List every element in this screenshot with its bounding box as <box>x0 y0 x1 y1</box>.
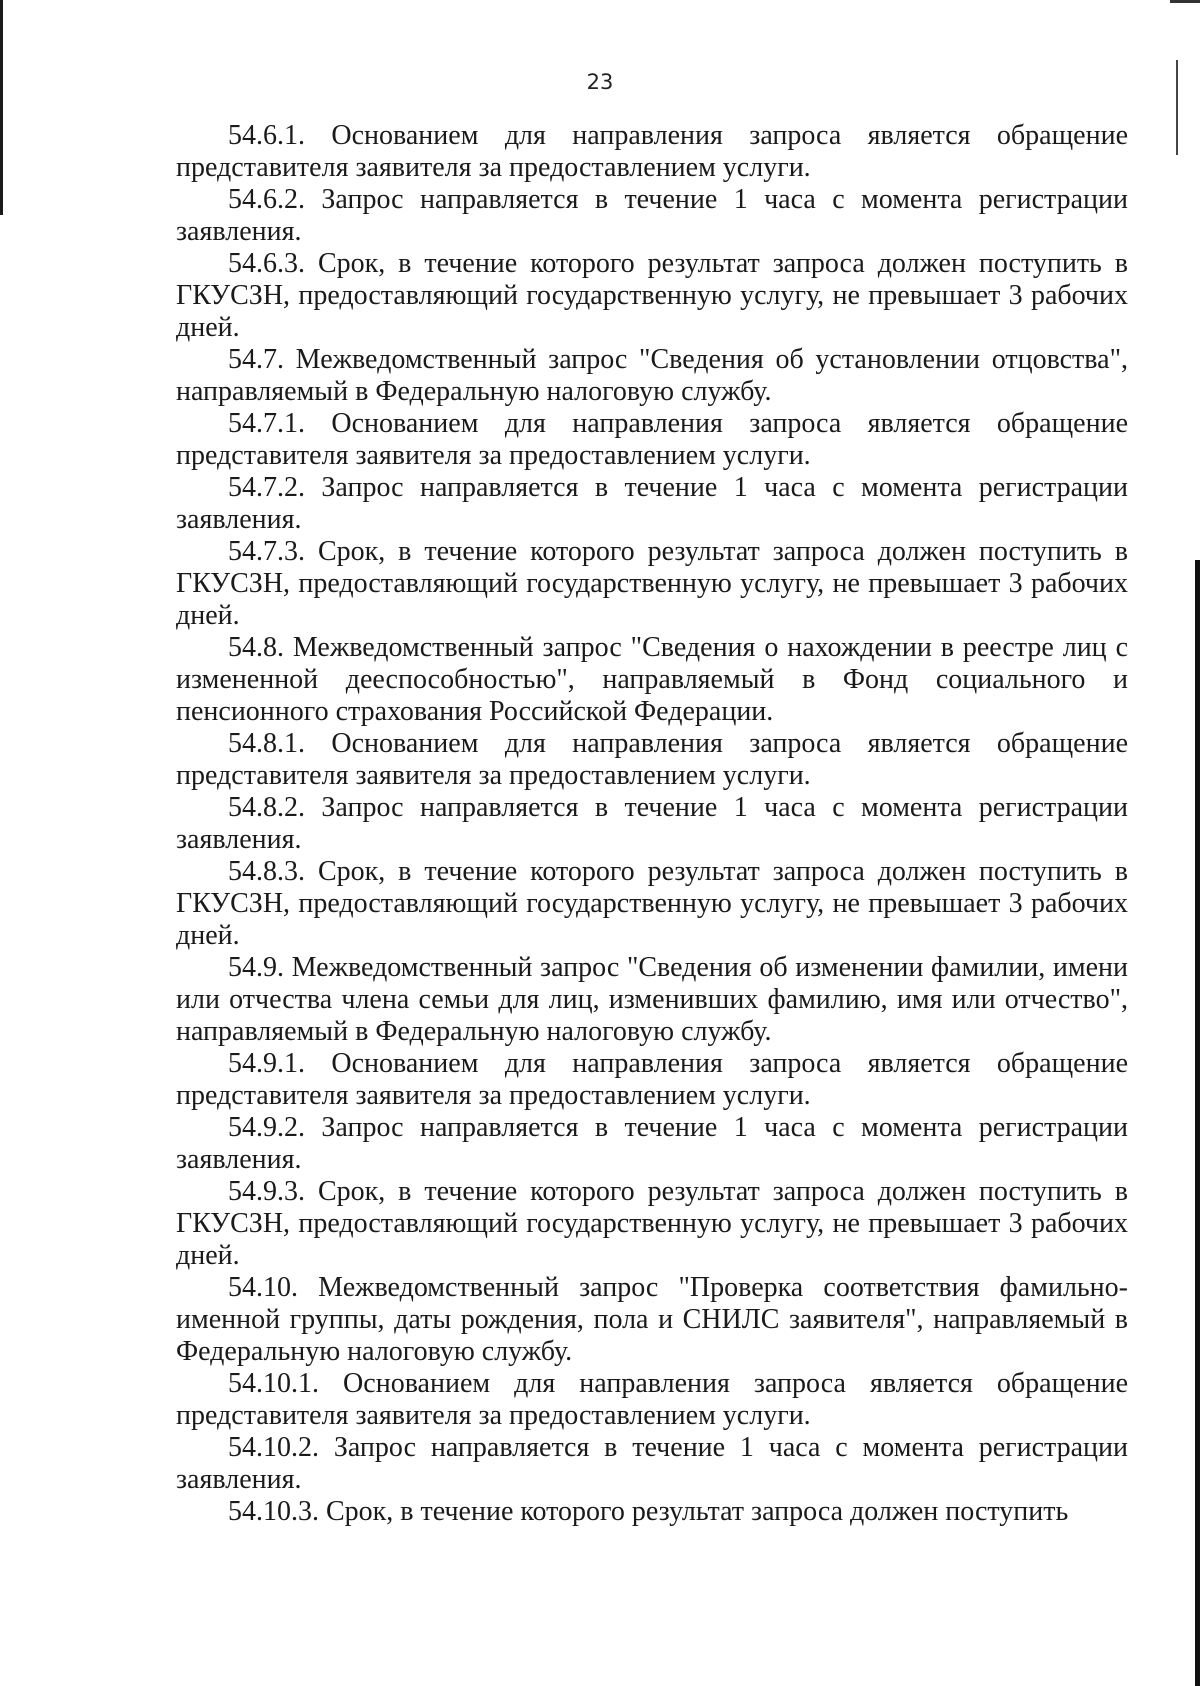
paragraph-54-7-1: 54.7.1. Основанием для направления запроса является обращение представителя заявителя за предоставлением услуги. <box>176 408 1128 471</box>
paragraph-54-7: 54.7. Межведомственный запрос "Сведения об установлении отцовства", направляемый в Федеральную налоговую службу. <box>176 344 1128 407</box>
paragraph-54-8-2: 54.8.2. Запрос направляется в течение 1 часа с момента регистрации заявления. <box>176 792 1128 855</box>
paragraph-54-10-1: 54.10.1. Основанием для направления запроса является обращение представителя заявителя за предоставлением услуги. <box>176 1368 1128 1431</box>
paragraph-54-7-2: 54.7.2. Запрос направляется в течение 1 часа с момента регистрации заявления. <box>176 472 1128 535</box>
paragraph-54-9: 54.9. Межведомственный запрос "Сведения об изменении фамилии, имени или отчества члена семьи для лиц, изменивших фамилию, имя или отчество", направляемый в Федеральную налоговую службу. <box>176 952 1128 1047</box>
paragraph-54-9-3: 54.9.3. Срок, в течение которого результат запроса должен поступить в ГКУСЗН, предоставляющий государственную услугу, не превышает 3 рабочих дней. <box>176 1176 1128 1271</box>
paragraph-54-6-1: 54.6.1. Основанием для направления запроса является обращение представителя заявителя за предоставлением услуги. <box>176 120 1128 183</box>
scan-corner-mark <box>1170 0 1200 3</box>
paragraph-54-9-2: 54.9.2. Запрос направляется в течение 1 часа с момента регистрации заявления. <box>176 1112 1128 1175</box>
paragraph-54-10-3: 54.10.3. Срок, в течение которого результат запроса должен поступить <box>228 1496 1069 1527</box>
paragraph-54-9-1: 54.9.1. Основанием для направления запроса является обращение представителя заявителя за предоставлением услуги. <box>176 1048 1128 1111</box>
paragraph-54-6-2: 54.6.2. Запрос направляется в течение 1 часа с момента регистрации заявления. <box>176 184 1128 247</box>
page-number: 23 <box>586 70 614 94</box>
paragraph-54-6-3: 54.6.3. Срок, в течение которого результат запроса должен поступить в ГКУСЗН, предоставляющий государственную услугу, не превышает 3 рабочих дней. <box>176 248 1128 343</box>
paragraph-54-8-1: 54.8.1. Основанием для направления запроса является обращение представителя заявителя за предоставлением услуги. <box>176 728 1128 791</box>
paragraph-54-10-2: 54.10.2. Запрос направляется в течение 1 часа с момента регистрации заявления. <box>176 1432 1128 1495</box>
scan-edge-right <box>1195 560 1200 1686</box>
paragraph-54-7-3: 54.7.3. Срок, в течение которого результат запроса должен поступить в ГКУСЗН, предоставляющий государственную услугу, не превышает 3 рабочих дней. <box>176 536 1128 631</box>
paragraph-54-8: 54.8. Межведомственный запрос "Сведения о нахождении в реестре лиц с измененной дееспособностью", направляемый в Фонд социального и пенсионного страхования Российской Федерации. <box>176 632 1128 727</box>
paragraph-54-8-3: 54.8.3. Срок, в течение которого результат запроса должен поступить в ГКУСЗН, предоставляющий государственную услугу, не превышает 3 рабочих дней. <box>176 856 1128 951</box>
scan-edge-left <box>0 0 3 215</box>
paragraph-54-10: 54.10. Межведомственный запрос "Проверка соответствия фамильно-именной группы, даты рождения, пола и СНИЛС заявителя", направляемый в Федеральную налоговую службу. <box>176 1272 1128 1367</box>
document-body <box>176 120 1128 1528</box>
